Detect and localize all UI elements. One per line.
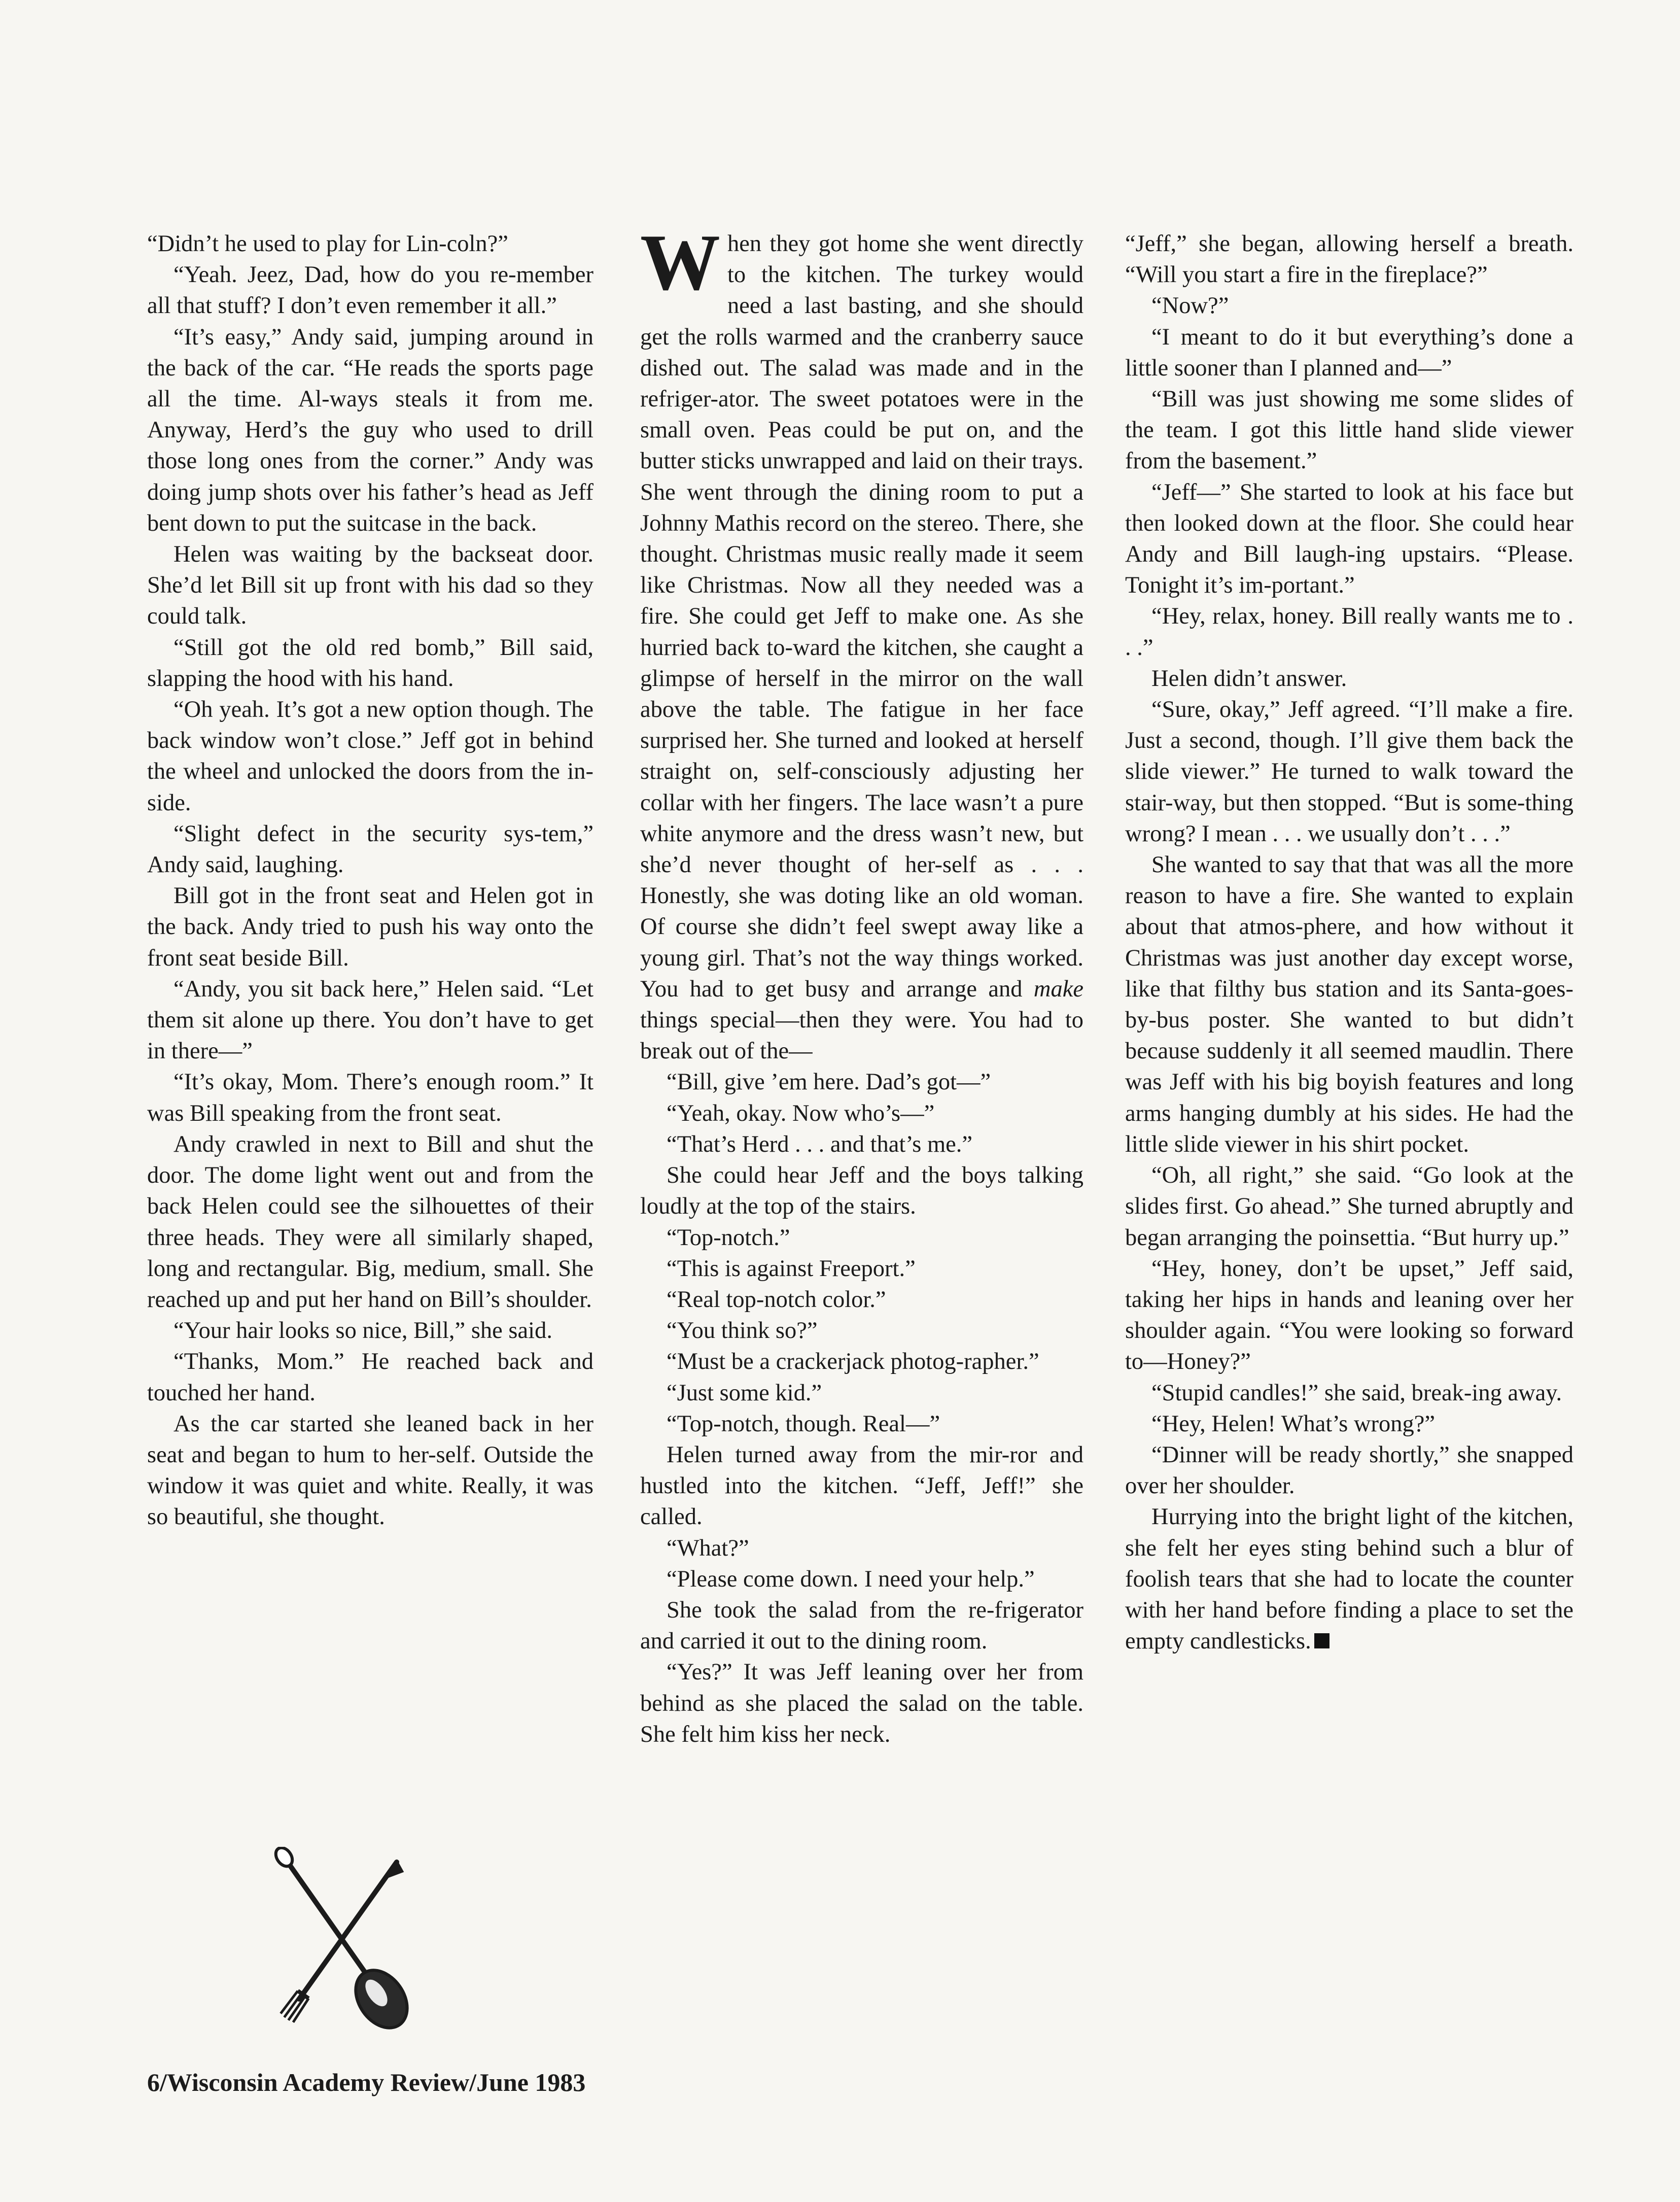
- paragraph: “Andy, you sit back here,” Helen said. “Let them sit alone up there. You don’t have to get in there—”: [147, 976, 593, 1064]
- paragraph: “Sure, okay,” Jeff agreed. “I’ll make a fire. Just a second, though. I’ll give them back the slide viewer.” He turned to walk toward the stair-way, but then stopped. “But is some-thing wrong? I mean . . . we usually don’t . . .”: [1125, 697, 1573, 847]
- paragraph: “Please come down. I need your help.”: [667, 1566, 1035, 1592]
- column-1: [147, 228, 593, 1533]
- paragraph: “Top-notch, though. Real—”: [667, 1410, 940, 1437]
- paragraph: “Yeah, okay. Now who’s—”: [667, 1100, 935, 1126]
- paragraph: “Didn’t he used to play for Lin-coln?”: [147, 231, 508, 257]
- paragraph: “Just some kid.”: [667, 1380, 822, 1406]
- paragraph: She could hear Jeff and the boys talking loudly at the top of the stairs.: [640, 1162, 1083, 1220]
- paragraph: “I meant to do it but everything’s done a little sooner than I planned and—”: [1125, 324, 1573, 381]
- paragraph: Andy crawled in next to Bill and shut the door. The dome light went out and from the back Helen could see the silhouettes of their three heads. They were all similarly shaped, long and rectangular. Big, medium, small. She reached up and put her hand on Bill’s shoulder.: [147, 1131, 593, 1313]
- paragraph: Bill got in the front seat and Helen got in the back. Andy tried to push his way onto the front seat beside Bill.: [147, 883, 593, 971]
- paragraph-text: hen they got home she went directly to the kitchen. The turkey would need a last basting, and she should get the rolls warmed and the cranberry sauce dished out. The salad was made and in the refriger-ator. The sweet potatoes were in the small oven. Peas could be put on, and the butter sticks unwrapped and laid on their trays. She went through the dining room to put a Johnny Mathis record on the stereo. There, she thought. Christmas music really made it seem like Christmas. Now all they needed was a fire. She could get Jeff to make one. As she hurried back to-ward the kitchen, she caught a glimpse of herself in the mirror on the wall above the table. The fatigue in her face surprised her. She turned and looked at herself straight on, self-consciously adjusting her collar with her fingers. The lace wasn’t a pure white anymore and the dress wasn’t new, but she’d never thought of her-self as . . . Honestly, she was doting like an old woman. Of course she didn’t feel swept away like a young girl. That’s not the way things worked. You had to get busy and arrange and: [640, 231, 1083, 1002]
- paragraph: “Dinner will be ready shortly,” she snapped over her shoulder.: [1125, 1441, 1573, 1499]
- paragraph-text: Hurrying into the bright light of the kitchen, she felt her eyes sting behind such a blur of foolish tears that she had to locate the counter with her hand before finding a place to set the empty candlesticks.: [1125, 1504, 1573, 1655]
- paragraph: “Still got the old red bomb,” Bill said, slapping the hood with his hand.: [147, 634, 593, 692]
- paragraph: “It’s okay, Mom. There’s enough room.” It was Bill speaking from the front seat.: [147, 1069, 593, 1126]
- paragraph: As the car started she leaned back in her seat and began to hum to her-self. Outside the window it was quiet and white. Really, it was so beautiful, she thought.: [147, 1410, 593, 1530]
- paragraph: “That’s Herd . . . and that’s me.”: [667, 1131, 973, 1157]
- paragraph: “Top-notch.”: [667, 1224, 790, 1251]
- paragraph: She wanted to say that that was all the more reason to have a fire. She wanted to explain about that atmos-phere, and how without it Christmas was just another day except worse, like that filthy bus station and its Santa-goes-by-bus poster. She wanted to but didn’t because suddenly it all seemed maudlin. There was Jeff with his big boyish features and long arms hanging dumbly at his sides. He had the little slide viewer in his shirt pocket.: [1125, 852, 1573, 1157]
- paragraph: “Hey, honey, don’t be upset,” Jeff said, taking her hips in hands and leaning over her shoulder again. “You were looking so forward to—Honey?”: [1125, 1255, 1573, 1375]
- paragraph: “Yes?” It was Jeff leaning over her from behind as she placed the salad on the table. She felt him kiss her neck.: [640, 1659, 1083, 1747]
- end-mark-icon: [1314, 1633, 1329, 1648]
- paragraph: “Hey, Helen! What’s wrong?”: [1151, 1410, 1436, 1437]
- paragraph: “Jeff—” She started to look at his face but then looked down at the floor. She could hear Andy and Bill laugh-ing upstairs. “Please. Tonight it’s im-portant.”: [1125, 479, 1573, 599]
- column-2: [640, 218, 1083, 1750]
- fork-and-spoon-illustration: [264, 1847, 416, 2035]
- paragraph: Helen turned away from the mir-ror and hustled into the kitchen. “Jeff, Jeff!” she called.: [640, 1441, 1083, 1530]
- paragraph: “Yeah. Jeez, Dad, how do you re-member all that stuff? I don’t even remember it all.”: [147, 262, 593, 319]
- paragraph: “Must be a crackerjack photog-rapher.”: [667, 1349, 1039, 1375]
- paragraph: “Slight defect in the security sys-tem,” Andy said, laughing.: [147, 820, 593, 878]
- paragraph: “Bill, give ’em here. Dad’s got—”: [667, 1069, 991, 1095]
- paragraph-text: things special—then they were. You had to break out of the—: [640, 1007, 1083, 1064]
- drop-cap: W: [640, 218, 720, 307]
- paragraph: “It’s easy,” Andy said, jumping around in the back of the car. “He reads the sports page all the time. Al-ways steals it from me. Anyway, Herd’s the guy who used to drill those long ones from the corner.” Andy was doing jump shots over his father’s head as Jeff bent down to put the suitcase in the back.: [147, 324, 593, 536]
- paragraph: “Hey, relax, honey. Bill really wants me to . . .”: [1125, 603, 1573, 661]
- paragraph: “Real top-notch color.”: [667, 1286, 886, 1313]
- page-footer: 6/Wisconsin Academy Review/June 1983: [147, 2068, 586, 2096]
- paragraph: “Your hair looks so nice, Bill,” she said.: [173, 1318, 552, 1344]
- opening-paragraph: [640, 218, 1083, 1066]
- paragraph: “Now?”: [1151, 293, 1229, 319]
- paragraph: She took the salad from the re-frigerator and carried it out to the dining room.: [640, 1597, 1083, 1655]
- paragraph: “You think so?”: [667, 1318, 818, 1344]
- italic-word: make: [1033, 976, 1083, 1002]
- paragraph: “Oh, all right,” she said. “Go look at the slides first. Go ahead.” She turned abruptly and began arranging the poinsettia. “But hurry up.”: [1125, 1162, 1573, 1251]
- last-paragraph: [1125, 1501, 1573, 1657]
- paragraph: Helen didn’t answer.: [1151, 665, 1347, 692]
- paragraph: “Thanks, Mom.” He reached back and touched her hand.: [147, 1349, 593, 1406]
- paragraph: Helen was waiting by the backseat door. She’d let Bill sit up front with his dad so they could talk.: [147, 541, 593, 630]
- paragraph: “What?”: [667, 1535, 749, 1561]
- paragraph: “Stupid candles!” she said, break-ing away.: [1151, 1380, 1562, 1406]
- paragraph: “Oh yeah. It’s got a new option though. The back window won’t close.” Jeff got in behind the wheel and unlocked the doors from the in-side.: [147, 697, 593, 816]
- paragraph: “This is against Freeport.”: [667, 1255, 916, 1282]
- paragraph: “Jeff,” she began, allowing herself a breath. “Will you start a fire in the fireplace?”: [1125, 231, 1573, 288]
- paragraph: “Bill was just showing me some slides of the team. I got this little hand slide viewer from the basement.”: [1125, 386, 1573, 474]
- column-3: [1125, 228, 1573, 1657]
